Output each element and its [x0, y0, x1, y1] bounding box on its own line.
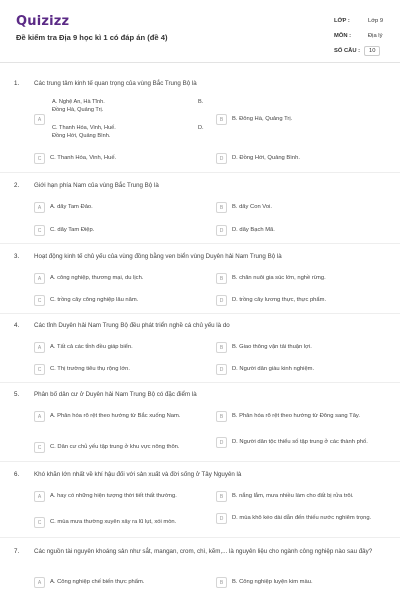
raw-option-c: C. Thanh Hóa, Vinh, Huế. — [52, 125, 116, 131]
worksheet-header — [0, 0, 400, 62]
option-b[interactable] — [216, 342, 312, 353]
option-d[interactable] — [216, 513, 387, 524]
option-a-text: A. Công nghiệp chế biến thực phẩm. — [50, 578, 145, 585]
option-a-box[interactable]: A — [34, 273, 45, 284]
option-c[interactable] — [34, 364, 130, 375]
question-text: Khó khăn lớn nhất về khí hậu đối với sản xuất và đời sống ở Tây Nguyên là — [34, 471, 242, 478]
option-b-box[interactable]: B — [216, 411, 227, 422]
option-c-box[interactable]: C — [34, 364, 45, 375]
option-a[interactable] — [34, 202, 93, 213]
option-b-text: B. nắng lắm, mưa nhiều làm cho đất bị rửa trôi. — [232, 492, 354, 499]
header-divider — [0, 62, 400, 63]
option-a-box[interactable]: A — [34, 342, 45, 353]
option-a-box[interactable]: A — [34, 577, 45, 588]
option-c[interactable] — [34, 517, 212, 528]
option-c[interactable] — [34, 225, 94, 236]
question-text: Các tỉnh Duyên hải Nam Trung Bộ đều phát triển nghề cá chủ yếu là do — [34, 322, 230, 329]
option-d-text: D. Đồng Hới, Quảng Bình. — [232, 154, 300, 161]
option-b[interactable] — [216, 491, 394, 502]
option-c-text: C. Dân cư chủ yếu tập trung ở khu vực nông thôn. — [50, 443, 180, 450]
option-a-text: A. Tất cả các tỉnh đều giáp biển. — [50, 343, 133, 350]
option-c[interactable] — [34, 295, 138, 306]
raw-option-b: Đồng Hà, Quảng Trị. — [52, 107, 104, 113]
option-d[interactable] — [216, 437, 387, 448]
question-text: Phân bố dân cư ở Duyên hải Nam Trung Bộ có đặc điểm là — [34, 391, 197, 398]
option-c-box[interactable]: C — [34, 295, 45, 306]
option-b[interactable] — [216, 114, 292, 125]
option-b-box[interactable]: B — [216, 114, 227, 125]
class-label: LỚP : — [334, 18, 350, 24]
option-a-box[interactable]: A — [34, 202, 45, 213]
option-b-box[interactable]: B — [216, 491, 227, 502]
option-d-text: D. Người dân giàu kinh nghiệm. — [232, 365, 315, 372]
question-number: 5. — [14, 391, 20, 398]
option-a-box[interactable]: A — [34, 114, 45, 125]
option-b[interactable] — [216, 202, 272, 213]
subject-value: Địa lý — [368, 33, 383, 39]
question-number: 6. — [14, 471, 20, 478]
question-divider — [0, 537, 400, 538]
option-b[interactable] — [216, 577, 313, 588]
option-a[interactable] — [34, 411, 210, 422]
option-d-box[interactable]: D — [216, 364, 227, 375]
option-d-text: D. Người dân tộc thiểu số tập trung ở các thành phố. — [232, 438, 368, 445]
option-c-text: C. mùa mưa thường xuyên xảy ra lũ lụt, xói mòn. — [50, 518, 177, 525]
option-a-text: A. hay có những hiện tượng thời tiết thất thường. — [50, 492, 177, 499]
option-c-text: C. Thị trường tiêu thụ rộng lớn. — [50, 365, 131, 372]
option-b-text: B. Công nghiệp luyện kim màu. — [232, 578, 313, 585]
option-c-text: C. Thanh Hóa, Vinh, Huế. — [50, 154, 117, 161]
option-a[interactable] — [34, 114, 45, 125]
class-value: Lớp 9 — [368, 18, 384, 24]
question-number: 1. — [14, 80, 20, 87]
option-a-box[interactable]: A — [34, 491, 45, 502]
option-a[interactable] — [34, 577, 144, 588]
raw-option-d-letter: D. — [198, 125, 204, 131]
question-text: Các trung tâm kinh tế quan trọng của vùng Bắc Trung Bộ là — [34, 80, 197, 87]
option-b-box[interactable]: B — [216, 577, 227, 588]
option-a-text: A. Phân hóa rõ rệt theo hướng từ Bắc xuống Nam. — [50, 412, 181, 419]
option-d[interactable] — [216, 153, 300, 164]
option-b-text: B. chăn nuôi gia súc lớn, nghề rừng. — [232, 274, 326, 281]
question-number: 7. — [14, 548, 20, 555]
option-a[interactable] — [34, 491, 212, 502]
option-c-box[interactable]: C — [34, 517, 45, 528]
option-c-box[interactable]: C — [34, 225, 45, 236]
option-a-text: A. công nghiệp, thương mại, du lịch. — [50, 274, 144, 281]
option-b-box[interactable]: B — [216, 273, 227, 284]
option-b-box[interactable]: B — [216, 342, 227, 353]
question-number: 4. — [14, 322, 20, 329]
question-divider — [0, 243, 400, 244]
count-label: SỐ CÂU : — [334, 48, 361, 54]
option-d[interactable] — [216, 364, 314, 375]
option-d-box[interactable]: D — [216, 295, 227, 306]
option-b[interactable] — [216, 411, 394, 422]
option-c-text: C. trồng cây công nghiệp lâu năm. — [50, 296, 139, 303]
raw-option-d: Đồng Hới, Quảng Bình. — [52, 133, 111, 139]
option-b-text: B. dãy Con Voi. — [232, 203, 272, 210]
option-c-box[interactable]: C — [34, 153, 45, 164]
option-a-text: A. dãy Tam Đảo. — [50, 203, 93, 210]
option-d-box[interactable]: D — [216, 513, 227, 524]
raw-option-a: A. Nghệ An, Hà Tĩnh. — [52, 99, 105, 105]
option-d[interactable] — [216, 225, 275, 236]
option-d[interactable] — [216, 295, 326, 306]
question-divider — [0, 313, 400, 314]
subject-label: MÔN : — [334, 33, 352, 39]
option-a[interactable] — [34, 273, 143, 284]
option-b-text: B. Phân hóa rõ rệt theo hướng từ Đông sang Tây. — [232, 412, 361, 419]
option-b-box[interactable]: B — [216, 202, 227, 213]
page-title: Đề kiểm tra Địa 9 học kì 1 có đáp án (đề 4) — [16, 33, 168, 42]
option-d-text: D. trồng cây lương thực, thực phẩm. — [232, 296, 327, 303]
question-number: 3. — [14, 253, 20, 260]
quizizz-logo[interactable]: Quizizz — [16, 14, 70, 29]
count-value: 10 — [364, 46, 380, 56]
option-b-text: B. Giao thông vận tải thuận lợi. — [232, 343, 312, 350]
question-text: Giới hạn phía Nam của vùng Bắc Trung Bộ là — [34, 182, 159, 189]
option-c-text: C. dãy Tam Điệp. — [50, 226, 95, 233]
option-d-box[interactable]: D — [216, 437, 227, 448]
question-text: Các nguồn tài nguyên khoáng sản như sắt, mangan, crom, chì, kẽm,... là nguyên liệu cho ngành công nghiệp nào sau đây? — [34, 548, 373, 555]
option-c[interactable] — [34, 442, 212, 453]
option-b-text: B. Đông Hà, Quảng Trị. — [232, 115, 293, 122]
option-d-box[interactable]: D — [216, 153, 227, 164]
option-d-text: D. mùa khô kéo dài dẫn đến thiếu nước nghiêm trọng. — [232, 514, 372, 521]
option-a-box[interactable]: A — [34, 411, 45, 422]
option-d-text: D. dãy Bạch Mã. — [232, 226, 275, 233]
question-divider — [0, 172, 400, 173]
option-a[interactable] — [34, 342, 133, 353]
option-d-box[interactable]: D — [216, 225, 227, 236]
question-divider — [0, 382, 400, 383]
option-c[interactable] — [34, 153, 116, 164]
raw-option-b-letter: B. — [198, 99, 204, 105]
option-c-box[interactable]: C — [34, 442, 45, 453]
option-b[interactable] — [216, 273, 326, 284]
question-divider — [0, 461, 400, 462]
question-number: 2. — [14, 182, 20, 189]
question-text: Hoạt động kinh tế chủ yếu của vùng đồng bằng ven biển vùng Duyên hải Nam Trung Bộ là — [34, 253, 282, 260]
